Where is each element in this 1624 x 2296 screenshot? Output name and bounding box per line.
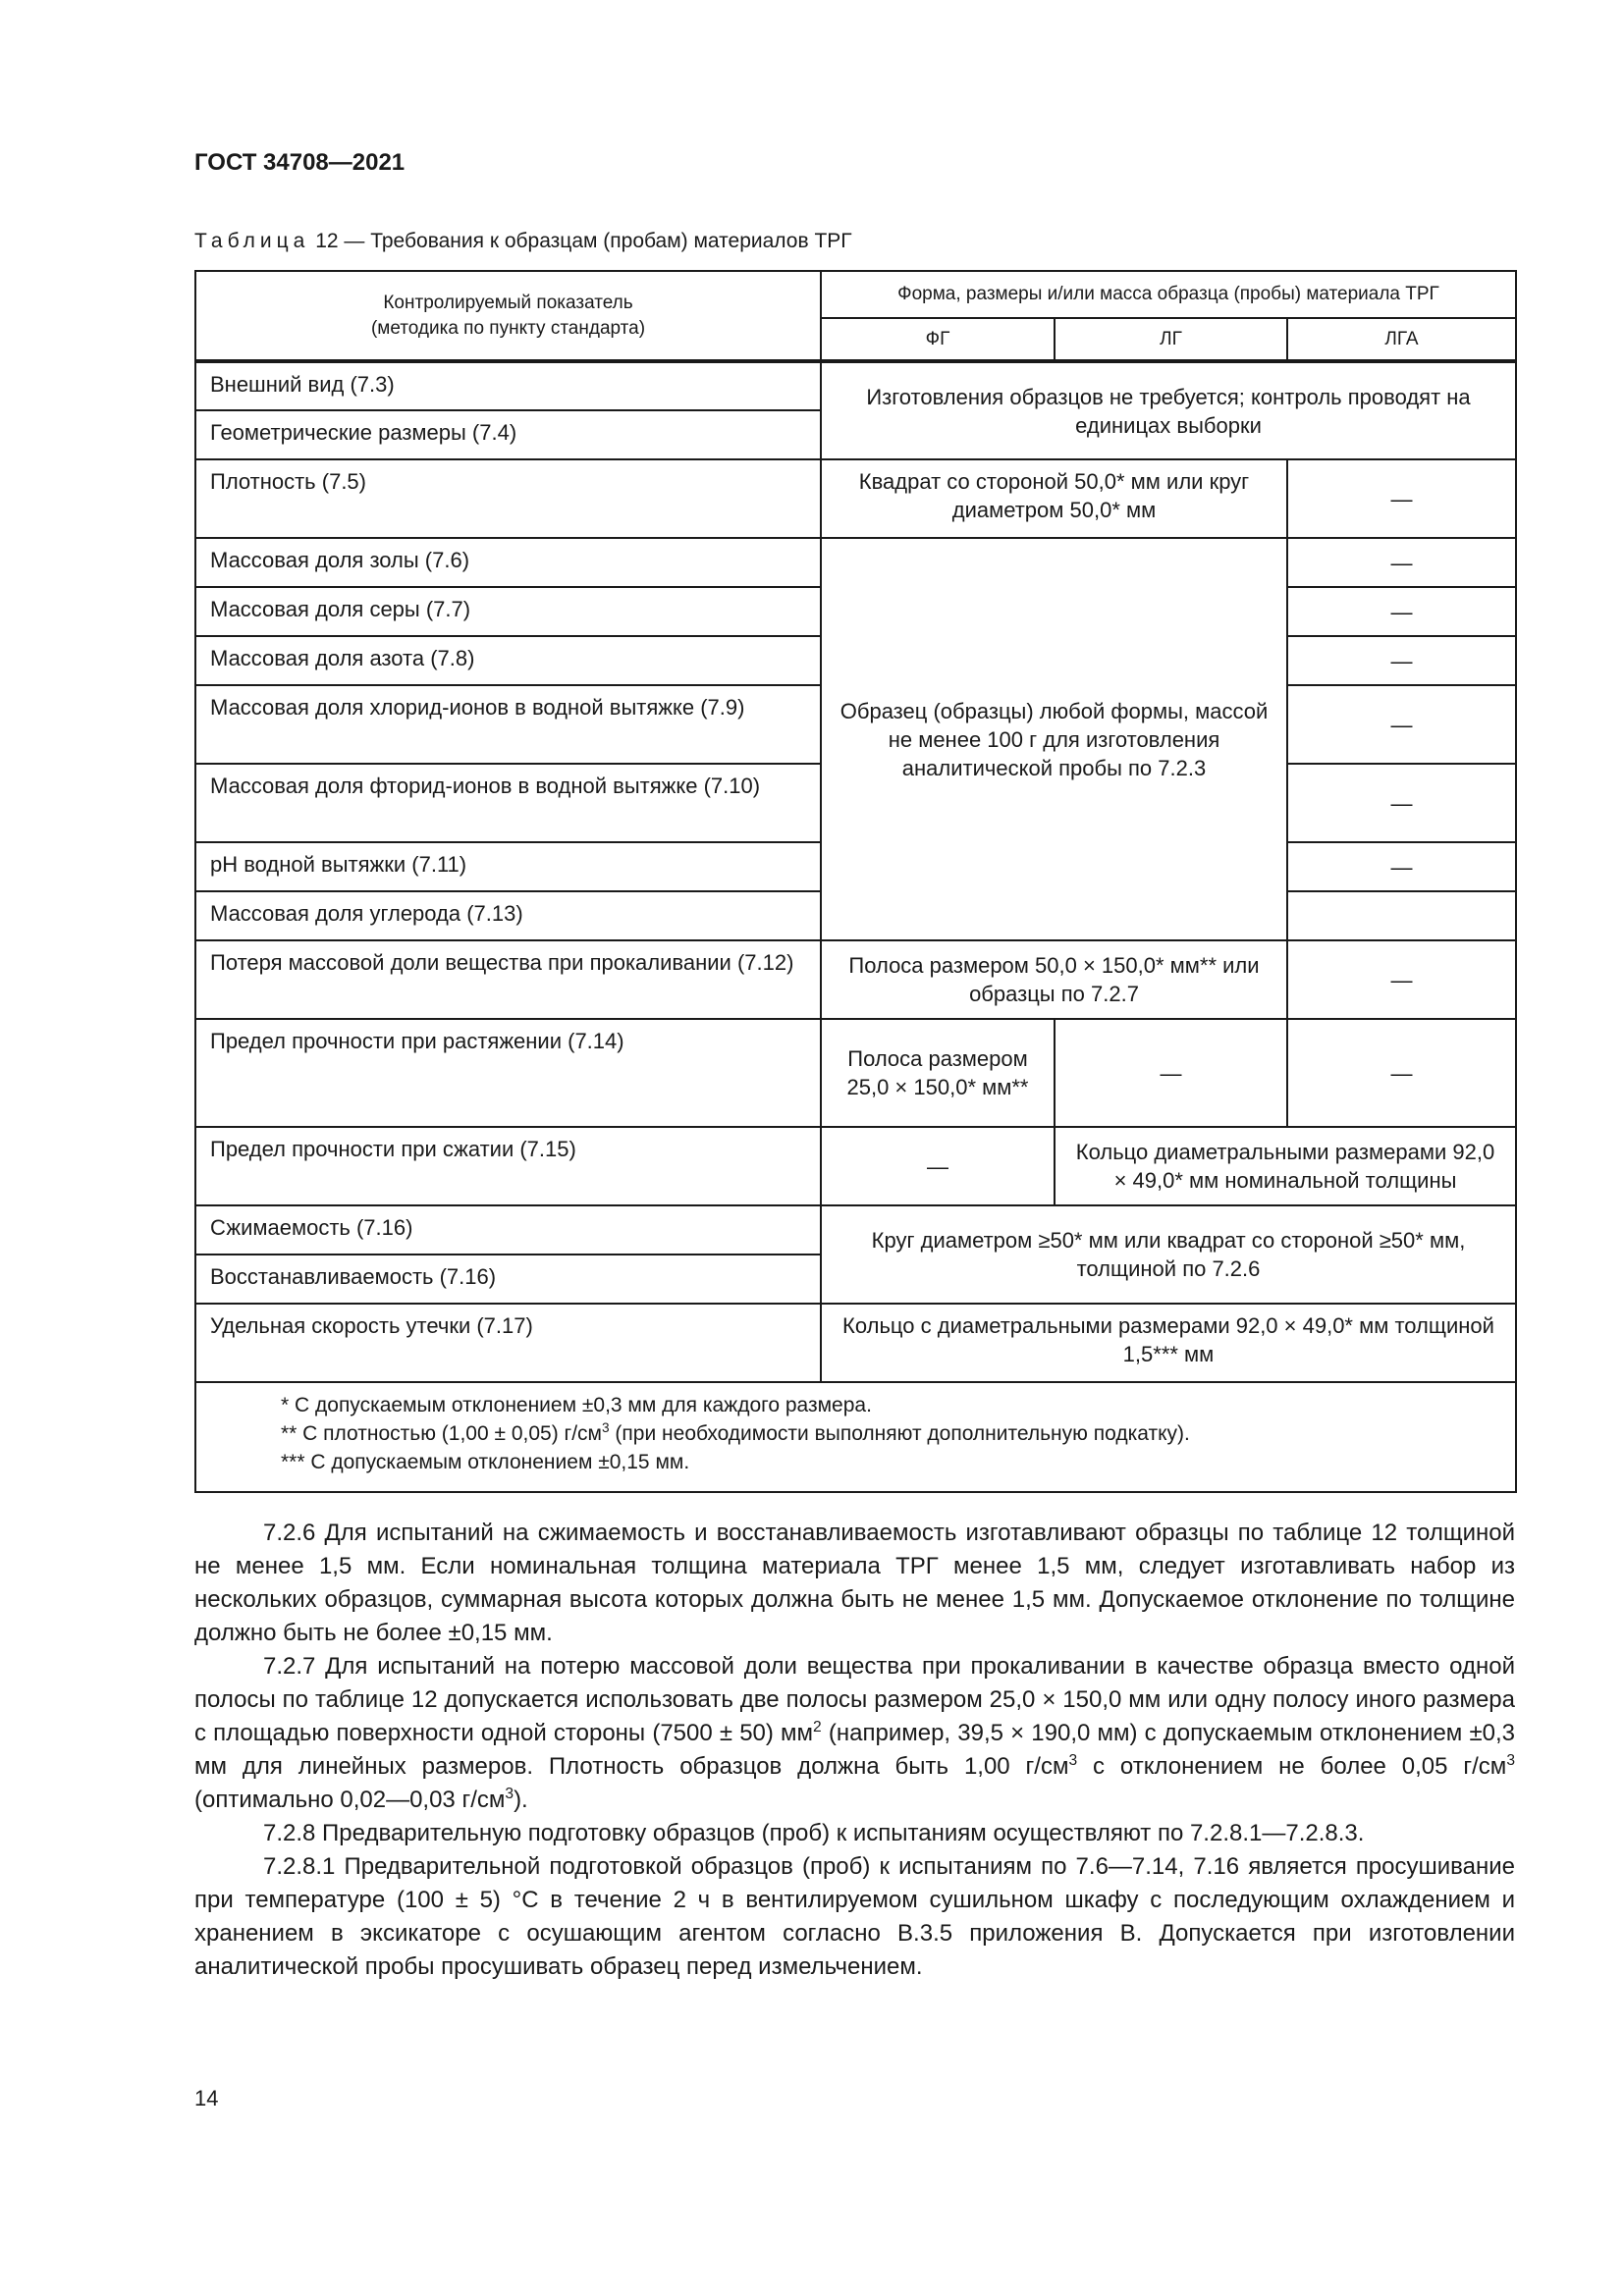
row-carbon: Массовая доля углерода (7.13) [195,891,821,940]
sulfur-lga: — [1287,587,1516,636]
row-fluoride: Массовая доля фторид-ионов в водной вытяжке (7.10) [195,764,821,842]
row-compression: Предел прочности при сжатии (7.15) [195,1127,821,1205]
table-notes [195,1382,1516,1492]
body-text [194,1517,1515,1984]
paragraph-7-2-8-1: 7.2.8.1 Предварительной подготовкой образцов (проб) к испытаниям по 7.6—7.14, 7.16 является просушивание при температуре (100 ± 5) °С в течение 2 ч в вентилируемом сушильном шкафу с последующим охлаждением и хранением в эксикаторе с осушающим агентом согласно В.3.5 приложения В. Допускается при изготовлении аналитической пробы просушивать образец перед измельчением. [194,1853,1515,1980]
header-fg: ФГ [821,318,1055,361]
row-leak: Удельная скорость утечки (7.17) [195,1304,821,1382]
carbon-lga [1287,891,1516,940]
header-lga: ЛГА [1287,318,1516,361]
compression-fg: — [821,1127,1055,1205]
page-number: 14 [194,2086,219,2110]
compression-value: Кольцо диаметральными размерами 92,0 × 49,0* мм номинальной толщины [1055,1127,1516,1205]
paragraph-7-2-7: 7.2.7 Для испытаний на потерю массовой доли вещества при прокаливании в качестве образца вместо одной полосы по таблице 12 допускается использовать две полосы размером 25,0 × 150,0 мм или одну полосу иного размера с площадью поверхности одной стороны (7500 ± 50) $мм^2$ (например, 39,5 × 190,0 мм) с допускаемым отклонением ±0,3 мм для линейных размеров. Плотность образцов должна быть 1,00 $г/см^3$ с отклонением не более 0,05 $г/см^3$ (оптимально 0,02—0,03 $г/см^3$). [194,1653,1515,1813]
paragraph-7-2-6: 7.2.6 Для испытаний на сжимаемость и восстанавливаемость изготавливают образцы по таблице 12 толщиной не менее 1,5 мм. Если номинальная толщина материала ТРГ менее 1,5 мм, следует изготавливать набор из нескольких образцов, суммарная высота которых должна быть не менее 1,5 мм. Допускаемое отклонение по толщине должно быть не более ±0,15 мм. [194,1520,1515,1646]
nitrogen-lga: — [1287,636,1516,685]
row-geometry: Геометрические размеры (7.4) [195,410,821,459]
tensile-lg: — [1055,1019,1287,1127]
header-lg: ЛГ [1055,318,1287,361]
row-ignition: Потеря массовой доли вещества при прокаливании (7.12) [195,940,821,1019]
ph-lga: — [1287,842,1516,891]
tensile-lga: — [1287,1019,1516,1127]
row-recovery: Восстанавливаемость (7.16) [195,1255,821,1304]
row-tensile: Предел прочности при растяжении (7.14) [195,1019,821,1127]
density-lga: — [1287,459,1516,538]
ignition-lga: — [1287,940,1516,1019]
note-1: * С допускаемым отклонением ±0,3 мм для каждого размера. [281,1394,872,1416]
note-3: *** С допускаемым отклонением ±0,15 мм. [281,1451,690,1473]
row-sulfur: Массовая доля серы (7.7) [195,587,821,636]
ash-lga: — [1287,538,1516,587]
compressibility-value: Круг диаметром ≥50* мм или квадрат со стороной ≥50* мм, толщиной по 7.2.6 [821,1205,1516,1304]
row-compressibility: Сжимаемость (7.16) [195,1205,821,1255]
header-form-group: Форма, размеры и/или масса образца (пробы) материала ТРГ [821,271,1516,318]
table-caption [194,230,852,253]
density-value: Квадрат со стороной 50,0* мм или круг диаметром 50,0* мм [821,459,1287,538]
standard-number: ГОСТ 34708—2021 [194,149,406,176]
row-density: Плотность (7.5) [195,459,821,538]
tensile-fg: Полоса размером 25,0 × 150,0* мм** [821,1019,1055,1127]
note-2: ** С плотностью (1,00 ± 0,05) $г/см^3$ (при необходимости выполняют дополнительную подкатку). [281,1420,1190,1445]
leak-value: Кольцо с диаметральными размерами 92,0 × 49,0* мм толщиной 1,5*** мм [821,1304,1516,1382]
row-ash: Массовая доля золы (7.6) [195,538,821,587]
chloride-lga: — [1287,685,1516,764]
fluoride-lga: — [1287,764,1516,842]
geometry-value: Изготовления образцов не требуется; контроль проводят на единицах выборки [821,361,1516,459]
table-caption-text: 12 — Требования к образцам (пробам) материалов ТРГ [315,230,852,252]
row-chloride: Массовая доля хлорид-ионов в водной вытяжке (7.9) [195,685,821,764]
requirements-table [194,270,1517,1493]
row-appearance: Внешний вид (7.3) [195,361,821,410]
header-indicator: Контролируемый показатель (методика по пункту стандарта) [195,271,821,361]
row-ph: pH водной вытяжки (7.11) [195,842,821,891]
paragraph-7-2-8: 7.2.8 Предварительную подготовку образцов (проб) к испытаниям осуществляют по 7.2.8.1—7.2.8.3. [263,1820,1365,1846]
analysis-value: Образец (образцы) любой формы, массой не менее 100 г для изготовления аналитической пробы по 7.2.3 [821,538,1287,940]
table-caption-label: Таблица [194,230,310,252]
ignition-value: Полоса размером 50,0 × 150,0* мм** или образцы по 7.2.7 [821,940,1287,1019]
row-nitrogen: Массовая доля азота (7.8) [195,636,821,685]
